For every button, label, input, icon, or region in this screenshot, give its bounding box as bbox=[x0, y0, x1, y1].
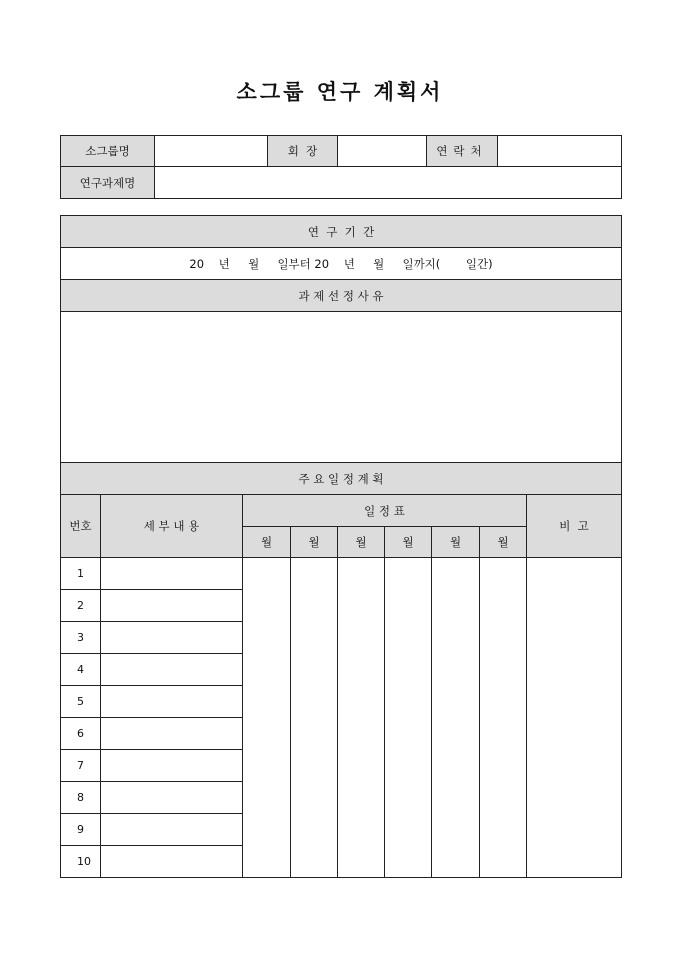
detail-field[interactable] bbox=[101, 590, 243, 622]
period-line[interactable]: 20 년 월 일부터 20 년 월 일까지( 일간) bbox=[61, 248, 622, 280]
info-table bbox=[60, 135, 622, 199]
row-number: 6 bbox=[61, 718, 101, 750]
month-column[interactable] bbox=[432, 558, 480, 878]
reason-header: 과 제 선 정 사 유 bbox=[61, 280, 622, 312]
month-header: 월 bbox=[480, 527, 527, 558]
row-number: 2 bbox=[61, 590, 101, 622]
reason-field[interactable] bbox=[61, 312, 622, 463]
document-title: 소그룹 연구 계획서 bbox=[236, 79, 444, 104]
detail-field[interactable] bbox=[101, 622, 243, 654]
month-header: 월 bbox=[432, 527, 480, 558]
detail-field[interactable] bbox=[101, 846, 243, 878]
col-number-header: 번호 bbox=[61, 495, 101, 558]
contact-field[interactable] bbox=[498, 136, 622, 167]
leader-field[interactable] bbox=[338, 136, 427, 167]
group-name-field[interactable] bbox=[155, 136, 268, 167]
month-column[interactable] bbox=[480, 558, 527, 878]
month-column[interactable] bbox=[243, 558, 291, 878]
leader-label: 회 장 bbox=[268, 136, 338, 167]
month-column[interactable] bbox=[291, 558, 338, 878]
contact-label: 연락처 bbox=[427, 136, 498, 167]
topic-field[interactable] bbox=[155, 167, 622, 199]
row-number: 5 bbox=[61, 686, 101, 718]
detail-field[interactable] bbox=[101, 686, 243, 718]
topic-label: 연구과제명 bbox=[61, 167, 155, 199]
detail-field[interactable] bbox=[101, 654, 243, 686]
detail-field[interactable] bbox=[101, 558, 243, 590]
row-number: 7 bbox=[61, 750, 101, 782]
row-number: 8 bbox=[61, 782, 101, 814]
month-header: 월 bbox=[338, 527, 385, 558]
col-detail-header: 세 부 내 용 bbox=[101, 495, 243, 558]
row-number: 10 bbox=[61, 846, 101, 878]
row-number: 1 bbox=[61, 558, 101, 590]
col-timeline-header: 일 정 표 bbox=[243, 495, 527, 527]
month-header: 월 bbox=[385, 527, 432, 558]
detail-field[interactable] bbox=[101, 814, 243, 846]
schedule-header: 주 요 일 정 계 획 bbox=[61, 463, 622, 495]
month-column[interactable] bbox=[385, 558, 432, 878]
plan-table bbox=[60, 215, 622, 878]
month-column[interactable] bbox=[338, 558, 385, 878]
row-number: 9 bbox=[61, 814, 101, 846]
row-number: 3 bbox=[61, 622, 101, 654]
detail-field[interactable] bbox=[101, 750, 243, 782]
group-name-label: 소그룹명 bbox=[61, 136, 155, 167]
detail-field[interactable] bbox=[101, 718, 243, 750]
month-header: 월 bbox=[243, 527, 291, 558]
row-number: 4 bbox=[61, 654, 101, 686]
note-column[interactable] bbox=[527, 558, 622, 878]
col-note-header: 비 고 bbox=[527, 495, 622, 558]
period-header: 연 구 기 간 bbox=[61, 216, 622, 248]
detail-field[interactable] bbox=[101, 782, 243, 814]
month-header: 월 bbox=[291, 527, 338, 558]
